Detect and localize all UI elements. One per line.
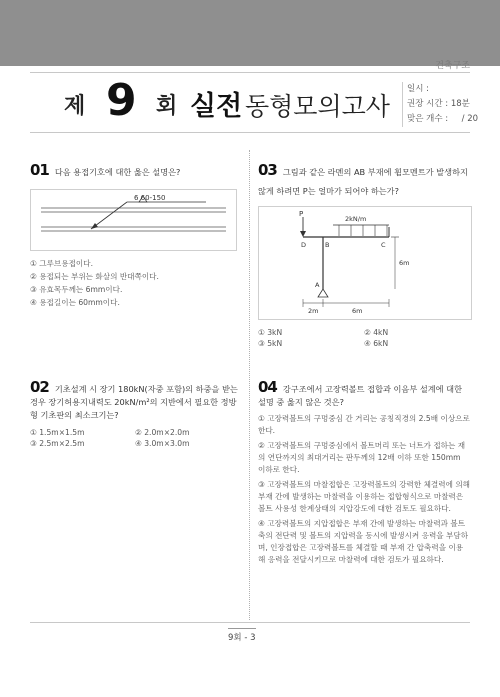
- header-rule: [30, 72, 470, 73]
- question-03: [258, 160, 470, 348]
- option[interactable]: ① 그루브용접이다.: [30, 259, 93, 268]
- question-text: 다음 용접기호에 대한 옳은 설명은?: [54, 167, 181, 177]
- meta-score: [407, 112, 485, 127]
- frame-figure: [258, 206, 472, 320]
- weld-symbol-figure: [30, 189, 237, 251]
- option[interactable]: ③ 5kN: [258, 339, 283, 348]
- title-main: 동형모의고사: [245, 92, 390, 121]
- node-c-label: C: [381, 241, 386, 249]
- question-04: [258, 378, 471, 566]
- question-text: 그림과 같은 라멘의 AB 부재에 휨모멘트가 발생하지 않게 하려면 P는 얼마가 되어야 하는가?: [258, 167, 468, 196]
- node-d-label: D: [301, 241, 307, 249]
- meta-box: [402, 82, 485, 127]
- option[interactable]: ② 고장력볼트의 구멍중심에서 볼트머리 또는 너트가 접하는 재의 연단까지의 최대거리는 판두께의 12배 이하 또한 150mm 이하로 한다.: [258, 441, 466, 474]
- page-number: 9회 - 3: [228, 628, 256, 643]
- option[interactable]: ③ 유효목두께는 6mm이다.: [30, 285, 123, 294]
- frame-drawing: [259, 207, 471, 319]
- title-prefix: 제: [64, 94, 86, 119]
- option[interactable]: ③ 고장력볼트의 마찰접합은 고장력볼트의 강력한 체결력에 의해 부재 간에 발생하는 마찰력을 이용하는 접합형식으로 마찰력은 볼트 사용성 한계상태의 지압강도에 대한 검토도 필요하다.: [258, 480, 471, 513]
- option[interactable]: ① 1.5m×1.5m: [30, 428, 85, 437]
- node-a-label: A: [315, 281, 320, 289]
- point-load-label: P: [299, 210, 304, 218]
- option[interactable]: ④ 용접길이는 60mm이다.: [30, 298, 120, 307]
- subject-label: 건축구조: [435, 61, 470, 71]
- option[interactable]: ② 용접되는 부위는 화살의 반대쪽이다.: [30, 272, 159, 281]
- option[interactable]: ④ 고장력볼트의 지압접합은 부재 간에 발생하는 마찰력과 볼트축의 전단력 및 볼트의 지압력을 동시에 발생시켜 응력을 부담하며, 인장접합은 고장력볼트를 체결할 때 부재 간 압축력을 이용해 응력을 전달시키므로 마찰력에 대한 검토가 필요하다.: [258, 519, 469, 564]
- title-block: [30, 75, 479, 128]
- option[interactable]: ④ 6kN: [364, 339, 389, 348]
- question-number: 01: [30, 161, 49, 179]
- option[interactable]: ③ 2.5m×2.5m: [30, 439, 85, 448]
- load-label: 2kN/m: [345, 215, 367, 223]
- option[interactable]: ① 고장력볼트의 구멍중심 간 거리는 공칭직경의 2.5배 이상으로 한다.: [258, 414, 470, 435]
- question-02: [30, 378, 240, 448]
- meta-score-total: / 20: [461, 114, 479, 124]
- meta-date: 일시 :: [407, 84, 429, 94]
- question-text: 강구조에서 고장력볼트 접합과 이음부 설계에 대한 설명 중 옳지 않은 것은?: [258, 384, 462, 407]
- title-number: 9: [106, 75, 137, 126]
- weld-symbol-drawing: [31, 190, 236, 250]
- meta-score-label: 맞은 개수 :: [407, 114, 449, 124]
- height-label: 6m: [399, 259, 410, 267]
- option[interactable]: ② 2.0m×2.0m: [135, 428, 190, 437]
- footer-rule: [30, 622, 470, 623]
- option[interactable]: ④ 3.0m×3.0m: [135, 439, 190, 448]
- question-number: 04: [258, 378, 277, 396]
- options-list: [30, 257, 240, 309]
- header-bar: [0, 0, 500, 66]
- title-suffix: 회: [156, 94, 178, 119]
- meta-time: 권장 시간 : 18분: [407, 99, 470, 109]
- option[interactable]: ② 4kN: [364, 328, 389, 337]
- weld-size-label: 6 60-150: [134, 194, 166, 202]
- span-right-label: 6m: [352, 307, 363, 315]
- option[interactable]: ① 3kN: [258, 328, 283, 337]
- options-list: [258, 413, 470, 566]
- options-grid: [30, 428, 240, 448]
- question-text: 기초설계 시 장기 180kN(자중 포함)의 하중을 받는 경우 장기허용지내력도 20kN/m²의 지반에서 필요한 정방형 기초판의 최소크기는?: [30, 384, 238, 420]
- question-number: 02: [30, 378, 49, 396]
- question-number: 03: [258, 161, 277, 179]
- node-b-label: B: [325, 241, 330, 249]
- options-grid: [258, 328, 470, 348]
- title-underline: [30, 132, 470, 133]
- span-left-label: 2m: [308, 307, 319, 315]
- question-01: [30, 160, 240, 309]
- column-divider: [249, 150, 250, 620]
- title-main-bold: 실전: [190, 91, 243, 122]
